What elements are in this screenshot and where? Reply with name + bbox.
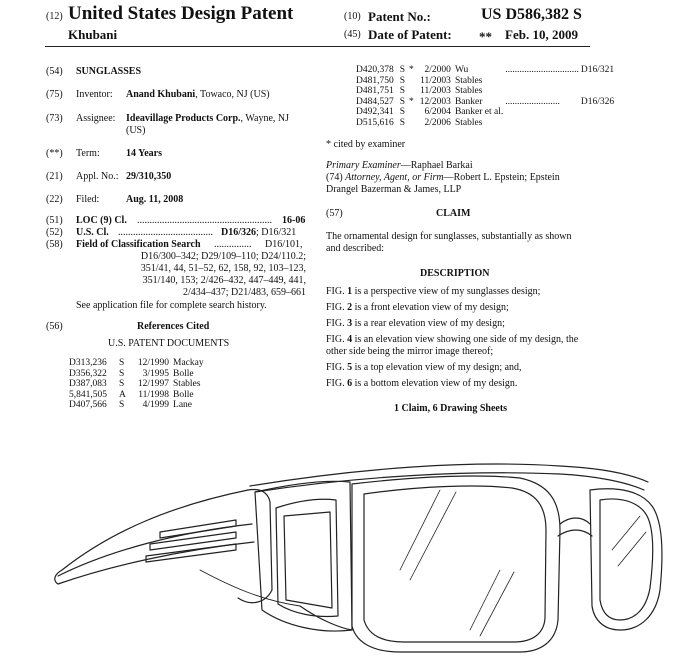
ref-date: 12/2003: [419, 96, 451, 107]
field-line-1: D16/300–342; D29/109–110; D24/110.2;: [140, 251, 306, 262]
ref-date: 6/2004: [424, 107, 451, 118]
filed-code: (22): [46, 194, 63, 205]
us-cl-label: U.S. Cl.: [76, 227, 109, 238]
ref-kind: S: [399, 96, 406, 107]
date-of-patent-label: Date of Patent:: [368, 27, 452, 42]
header-rule: [45, 46, 590, 47]
ref-class: D16/326: [580, 96, 615, 107]
ref-date: 2/2006: [424, 117, 451, 128]
ref-dots: [505, 107, 581, 118]
us-cl-code: (52): [46, 227, 63, 238]
inventor-label: Inventor:: [76, 89, 113, 100]
reference-row: [69, 358, 204, 369]
code-12: (12): [46, 11, 63, 22]
assignee-name: Ideavillage Products Corp.: [126, 113, 241, 124]
ref-kind: S: [119, 379, 125, 390]
ref-dots: [505, 76, 581, 87]
appl-code: (21): [46, 171, 63, 182]
assignee-country: (US): [126, 125, 146, 136]
us-cl-primary: D16/326: [221, 227, 256, 238]
ref-dots: ...............................: [505, 65, 579, 75]
search-history-note: See application file for complete search history.: [76, 300, 267, 311]
ref-number: D313,236: [69, 358, 107, 368]
ref-examiner-mark: [409, 118, 420, 129]
reference-row: [69, 400, 204, 411]
ref-number: D484,527: [356, 96, 394, 107]
term-value: 14 Years: [126, 148, 163, 159]
claim-code: (57): [326, 208, 343, 219]
ref-class: [581, 86, 614, 97]
filed-label: Filed:: [76, 194, 100, 205]
ref-dots: .......................: [505, 96, 560, 107]
fig-3-description: FIG. 3 is a rear elevation view of my design;: [326, 318, 505, 329]
ref-name: Wu: [454, 65, 469, 75]
fig-6-description: FIG. 6 is a bottom elevation view of my design.: [326, 378, 518, 389]
assignee-label: Assignee:: [76, 113, 116, 124]
ref-kind: S: [399, 65, 406, 75]
field-line-4: 2/434–437; D21/483, 659–661: [182, 287, 306, 298]
appl-label: Appl. No.:: [76, 171, 119, 182]
assignee-location: , Wayne, NJ: [240, 113, 289, 124]
right-references-table: [356, 65, 614, 129]
ref-name: Lane: [173, 400, 193, 411]
attorney-line-1: [326, 172, 560, 184]
code-10: (10): [344, 11, 361, 22]
ref-examiner-mark: [409, 86, 420, 97]
date-marker: **: [479, 29, 492, 44]
ref-date: 11/1998: [138, 389, 170, 400]
claim-title: CLAIM: [436, 208, 471, 219]
us-cl-value: [221, 227, 296, 239]
ref-class: [581, 118, 614, 129]
ref-class: [581, 76, 614, 87]
ref-examiner-mark: *: [409, 96, 414, 107]
patent-number: US D586,382 S: [481, 6, 582, 23]
ref-date: 3/1995: [142, 368, 170, 379]
ref-number: D481,750: [356, 75, 394, 86]
cited-by-examiner-note: * cited by examiner: [326, 139, 406, 150]
code-45: (45): [344, 29, 361, 40]
ref-class: [581, 107, 614, 118]
us-cl-dots: ......................................: [118, 227, 213, 238]
ref-date: 2/2000: [424, 65, 451, 75]
sunglasses-drawing: [0, 420, 682, 662]
ref-name: Stables: [454, 75, 483, 86]
ref-date: 12/1990: [137, 358, 170, 368]
claims-sheets-summary: 1 Claim, 6 Drawing Sheets: [394, 403, 508, 414]
field-code: (58): [46, 239, 63, 250]
attorney-line-2: Drangel Bazerman & James, LLP: [326, 184, 462, 195]
ref-number: D515,616: [356, 117, 394, 128]
loc-dots: ......................................................: [137, 215, 272, 226]
ref-number: D492,341: [356, 107, 394, 118]
inventor-line: [126, 89, 270, 101]
ref-date: 11/2003: [420, 75, 451, 86]
ref-kind: A: [119, 389, 126, 400]
term-label: Term:: [76, 148, 100, 159]
ref-name: Stables: [173, 379, 201, 390]
ref-name: Stables: [454, 117, 483, 128]
patent-type-title: United States Design Patent: [68, 3, 294, 24]
ref-dots: [505, 118, 581, 129]
reference-row: [356, 97, 614, 108]
ref-name: Mackay: [173, 358, 204, 368]
loc-label: LOC (9) Cl.: [76, 215, 127, 226]
inventor-location: , Towaco, NJ (US): [195, 89, 270, 100]
reference-row: [69, 379, 204, 390]
field-line-3: 351/140, 153; 2/426–432, 447–449, 441,: [142, 275, 306, 286]
filed-value: Aug. 11, 2008: [126, 194, 184, 205]
ref-name: Banker: [454, 96, 483, 107]
ref-examiner-mark: [409, 107, 420, 118]
invention-title: SUNGLASSES: [76, 66, 142, 77]
ref-number: D356,322: [69, 368, 107, 379]
title-code: (54): [46, 66, 63, 77]
ref-examiner-mark: *: [409, 65, 414, 75]
ref-kind: S: [119, 368, 125, 379]
description-title: DESCRIPTION: [420, 268, 490, 279]
fig-4-description: FIG. 4 is an elevation view showing one side of my design, the other side being the mirror image thereof;: [326, 334, 579, 357]
ref-dots: [505, 86, 581, 97]
header-inventor-surname: Khubani: [68, 27, 118, 42]
us-patent-docs-subtitle: U.S. PATENT DOCUMENTS: [108, 338, 230, 349]
examiner-label: Primary Examiner: [326, 160, 401, 171]
ref-name: Banker et al.: [454, 107, 504, 118]
reference-row: [356, 76, 614, 87]
reference-row: [356, 86, 614, 97]
patent-date: Feb. 10, 2009: [505, 27, 578, 42]
ref-class: D16/321: [580, 65, 615, 75]
ref-number: D407,566: [69, 400, 107, 411]
column-gap: [320, 47, 321, 410]
examiner-name: —Raphael Barkai: [400, 160, 473, 171]
reference-row: [69, 390, 204, 401]
ref-name: Bolle: [173, 389, 194, 400]
fig-1-description: FIG. 1 is a perspective view of my sunglasses design;: [326, 286, 541, 297]
term-code: (**): [46, 148, 63, 159]
ref-kind: S: [399, 117, 406, 128]
fig-2-description: FIG. 2 is a front elevation view of my design;: [326, 302, 509, 313]
ref-number: D481,751: [356, 86, 394, 97]
ref-kind: S: [399, 86, 406, 97]
claim-text-line-2: and described:: [326, 243, 385, 254]
assignee-code: (73): [46, 113, 63, 124]
field-label: Field of Classification Search: [76, 239, 201, 250]
ref-name: Stables: [454, 86, 483, 97]
appl-value: 29/310,350: [126, 171, 172, 182]
ref-examiner-mark: [409, 76, 420, 87]
loc-code: (51): [46, 215, 63, 226]
field-line-2: 351/41, 44, 51–52, 62, 158, 92, 103–123,: [140, 263, 306, 274]
ref-date: 11/2003: [420, 86, 451, 97]
ref-number: D420,378: [356, 65, 394, 75]
loc-value: 16-06: [282, 215, 306, 226]
attorney-names: —Robert L. Epstein; Epstein: [443, 172, 560, 183]
ref-name: Bolle: [173, 368, 194, 379]
attorney-label: Attorney, Agent, or Firm: [345, 172, 444, 183]
assignee-line: [126, 113, 289, 125]
primary-examiner: [326, 160, 473, 172]
ref-number: 5,841,505: [69, 389, 107, 400]
ref-number: D387,083: [69, 379, 107, 390]
ref-date: 4/1999: [142, 400, 170, 411]
ref-kind: S: [119, 400, 125, 411]
patent-no-label: Patent No.:: [368, 9, 431, 24]
ref-kind: S: [399, 75, 406, 86]
attorney-code: (74): [326, 172, 343, 183]
inventor-name: Anand Khubani: [126, 89, 196, 100]
ref-kind: S: [399, 107, 406, 118]
inventor-code: (75): [46, 89, 63, 100]
left-references-table: [69, 358, 204, 411]
reference-row: [356, 118, 614, 129]
reference-row: [69, 369, 204, 380]
refs-code: (56): [46, 321, 63, 332]
fig-5-description: FIG. 5 is a top elevation view of my design; and,: [326, 362, 522, 373]
field-line-0: D16/101,: [265, 239, 303, 250]
ref-kind: S: [119, 358, 125, 368]
us-cl-secondary: ; D16/321: [256, 227, 297, 238]
reference-row: [356, 107, 614, 118]
field-dots: ...............: [214, 239, 252, 250]
references-cited-title: References Cited: [137, 321, 210, 332]
reference-row: [356, 65, 614, 76]
claim-text-line-1: The ornamental design for sunglasses, substantially as shown: [326, 231, 572, 242]
ref-date: 12/1997: [137, 379, 170, 390]
